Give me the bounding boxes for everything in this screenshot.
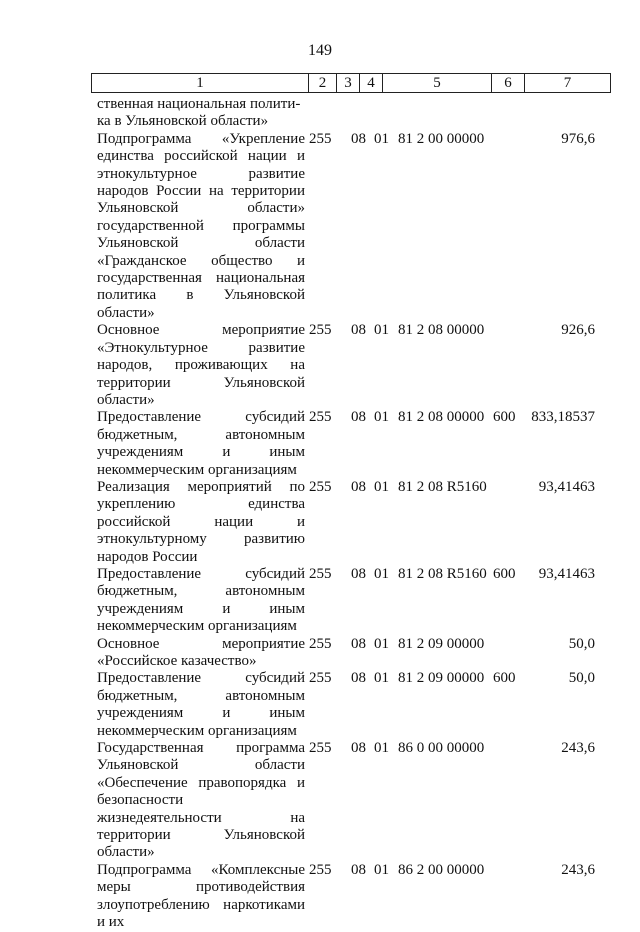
row-target-code (393, 96, 493, 131)
row-expense-type (493, 322, 523, 409)
row-subsection (370, 96, 393, 131)
row-amount (523, 96, 611, 131)
table-row (97, 636, 611, 671)
table-row (97, 862, 611, 932)
table-row (97, 740, 611, 862)
row-admin-code: 255 (309, 861, 332, 878)
header-col-2: 2 (309, 74, 337, 92)
row-subsection: 01 (374, 478, 389, 495)
row-target-code: 81 2 09 00000 (398, 635, 485, 652)
row-target-code: 86 0 00 00000 (398, 740, 485, 757)
row-section: 08 (351, 322, 366, 339)
row-expense-type (493, 96, 523, 131)
table-header (91, 73, 611, 93)
row-name: Государственная программа Ульяновской области «Обеспечение правопорядка и безопасности жизнедеятельности на территории Ульяновской области» (97, 740, 305, 861)
row-admin-code: 255 (309, 478, 332, 495)
row-admin-code: 255 (309, 740, 332, 757)
row-name: Подпрограмма «Укрепление единства российской нации и этнокультурное развитие народов России на территории Ульяновской области» государственной программы Ульяновской области «Гражданское общество и государственная национальная политика в Ульяновской области» (97, 130, 305, 321)
row-admin-code: 255 (309, 322, 332, 339)
row-subsection: 01 (374, 322, 389, 339)
row-target-code: 86 2 00 00000 (398, 861, 485, 878)
row-admin-code: 255 (309, 635, 332, 652)
row-section: 08 (351, 635, 366, 652)
row-section: 08 (351, 670, 366, 687)
row-expense-type (493, 636, 523, 671)
row-expense-type (493, 740, 523, 862)
row-target-code: 81 2 08 00000 (398, 409, 485, 426)
table-row (97, 96, 611, 131)
row-subsection: 01 (374, 130, 389, 147)
row-section: 08 (351, 130, 366, 147)
row-name: Предоставление субсидий бюджетным, автономным учреждениям и иным некоммерческим организациям (97, 565, 305, 635)
row-expense-type (493, 131, 523, 322)
row-section: 08 (351, 409, 366, 426)
row-section: 08 (351, 861, 366, 878)
row-admin-code: 255 (309, 670, 332, 687)
header-col-6: 6 (492, 74, 525, 92)
row-name: ственная национальная полити- ка в Ульяновской области» (97, 96, 301, 130)
table-row (97, 322, 611, 409)
header-col-1: 1 (92, 74, 309, 92)
header-col-5: 5 (383, 74, 492, 92)
row-amount: 50,0 (568, 670, 595, 687)
row-expense-type: 600 (493, 670, 516, 687)
table-row (97, 566, 611, 636)
row-admin-code: 255 (309, 565, 332, 582)
page-number: 149 (308, 42, 332, 59)
row-amount: 976,6 (561, 130, 595, 147)
row-amount: 93,41463 (538, 478, 595, 495)
row-section: 08 (351, 478, 366, 495)
row-name: Основное мероприятие «Этнокультурное развитие народов, проживающих на территории Ульяновской области» (97, 322, 305, 408)
table-row (97, 409, 611, 479)
row-target-code: 81 2 00 00000 (398, 130, 485, 147)
table-row (97, 479, 611, 566)
row-name: Основное мероприятие «Российское казачество» (97, 635, 305, 669)
row-amount: 243,6 (561, 740, 595, 757)
row-subsection: 01 (374, 861, 389, 878)
row-admin-code: 255 (309, 409, 332, 426)
row-section: 08 (351, 565, 366, 582)
table-body (97, 96, 611, 932)
row-subsection: 01 (374, 670, 389, 687)
row-expense-type (493, 479, 523, 566)
table-row (97, 131, 611, 322)
row-subsection: 01 (374, 740, 389, 757)
header-col-7: 7 (563, 75, 572, 91)
header-col-3: 3 (337, 74, 360, 92)
row-name: Предоставление субсидий бюджетным, автономным учреждениям и иным некоммерческим организациям (97, 670, 305, 739)
table-row (97, 670, 611, 740)
row-expense-type: 600 (493, 409, 516, 426)
row-target-code: 81 2 08 R5160 (398, 565, 487, 582)
row-admin-code (309, 96, 347, 131)
row-amount: 50,0 (568, 635, 595, 652)
header-col-4: 4 (360, 74, 383, 92)
row-amount: 833,18537 (531, 409, 595, 426)
row-target-code: 81 2 08 R5160 (398, 478, 487, 495)
row-subsection: 01 (374, 565, 389, 582)
row-amount: 93,41463 (538, 565, 595, 582)
row-section: 08 (351, 740, 366, 757)
row-admin-code: 255 (309, 130, 332, 147)
row-subsection: 01 (374, 635, 389, 652)
row-expense-type: 600 (493, 565, 516, 582)
row-subsection: 01 (374, 409, 389, 426)
row-name: Предоставление субсидий бюджетным, автономным учреждениям и иным некоммерческим организациям (97, 409, 305, 478)
row-section (347, 96, 370, 131)
row-expense-type (493, 862, 523, 932)
row-name: Реализация мероприятий по укреплению единства российской нации и этнокультурному развитию народов России (97, 478, 305, 565)
row-name: Подпрограмма «Комплексные меры противодействия злоупотреблению наркотиками и их (97, 861, 305, 931)
row-target-code: 81 2 08 00000 (398, 322, 485, 339)
row-target-code: 81 2 09 00000 (398, 670, 485, 687)
row-amount: 243,6 (561, 861, 595, 878)
row-amount: 926,6 (561, 322, 595, 339)
